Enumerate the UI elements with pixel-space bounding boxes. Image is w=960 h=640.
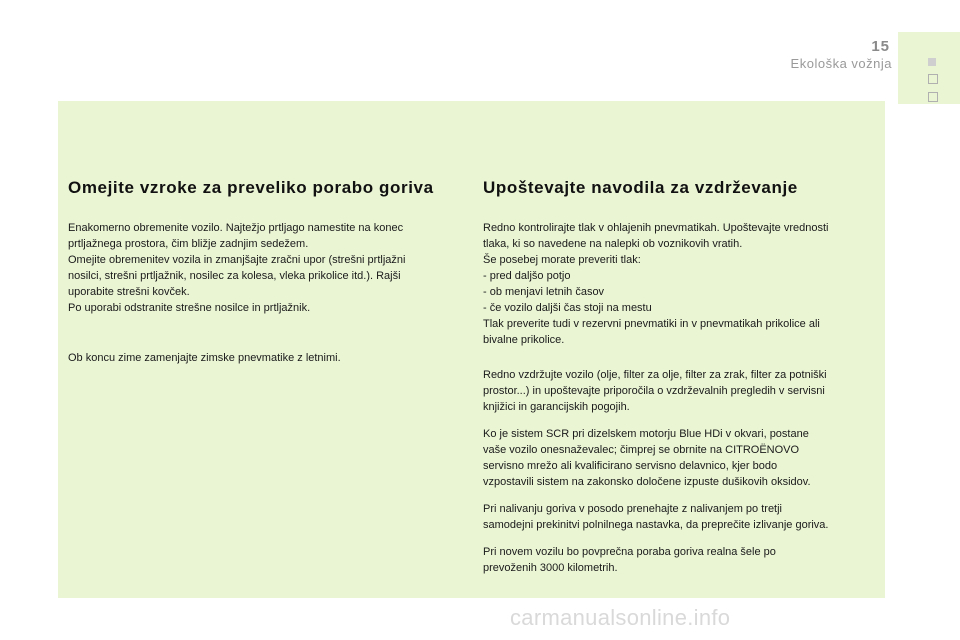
section-title: Ekološka vožnja [790, 56, 892, 71]
paragraph: Pri novem vozilu bo povprečna poraba goriva realna šele po prevoženih 3000 kilometrih. [483, 546, 776, 574]
right-heading: Upoštevajte navodila za vzdrževanje [483, 178, 798, 197]
right-column [483, 220, 883, 576]
left-column [68, 220, 468, 366]
page-number: 15 [871, 38, 890, 55]
paragraph: Redno kontrolirajte tlak v ohlajenih pnevmatikah. Upoštevajte vrednosti tlaka, ki so navedene na nalepki ob voznikovih vratih. Še posebej morate preveriti tlak: - pred daljšo potjo - ob menjavi letnih časov - če vozilo daljši čas stoji na mestu Tlak preverite tudi v rezervni pnevmatiki in v pnevmatikah prikolice ali bivalne prikolice. [483, 222, 829, 346]
chapter-marker [928, 92, 938, 102]
paragraph: Ko je sistem SCR pri dizelskem motorju Blue HDi v okvari, postane vaše vozilo onesnaževalec; čimprej se obrnite na CITROËNOVO servisno mrežo ali kvalificirano servisno delavnico, kjer bodo vzpostavili sistem na zakonsko določene izpuste dušikovih oksidov. [483, 428, 811, 488]
left-heading: Omejite vzroke za preveliko porabo goriva [68, 178, 434, 197]
paragraph: Ob koncu zime zamenjajte zimske pnevmatike z letnimi. [68, 352, 341, 364]
chapter-marker-active [928, 58, 936, 66]
chapter-marker [928, 74, 938, 84]
paragraph: Redno vzdržujte vozilo (olje, filter za olje, filter za zrak, filter za potniški prostor...) in upoštevajte priporočila o vzdrževalnih pregledih v servisni knjižici in garancijskih pogojih. [483, 369, 827, 413]
paragraph: Enakomerno obremenite vozilo. Najtežjo prtljago namestite na konec prtljažnega prostora, čim bližje zadnjim sedežem. Omejite obremenitev vozila in zmanjšajte zračni upor (strešni prtljažni nosilci, strešni prtljažnik, nosilec za kolesa, vleka prikolice itd.). Rajši uporabite strešni kovček. Po uporabi odstranite strešne nosilce in prtljažnik. [68, 222, 406, 314]
watermark: carmanualsonline.info [510, 605, 731, 630]
paragraph: Pri nalivanju goriva v posodo prenehajte z nalivanjem po tretji samodejni prekinitvi polnilnega nastavka, da preprečite izlivanje goriva. [483, 503, 829, 531]
